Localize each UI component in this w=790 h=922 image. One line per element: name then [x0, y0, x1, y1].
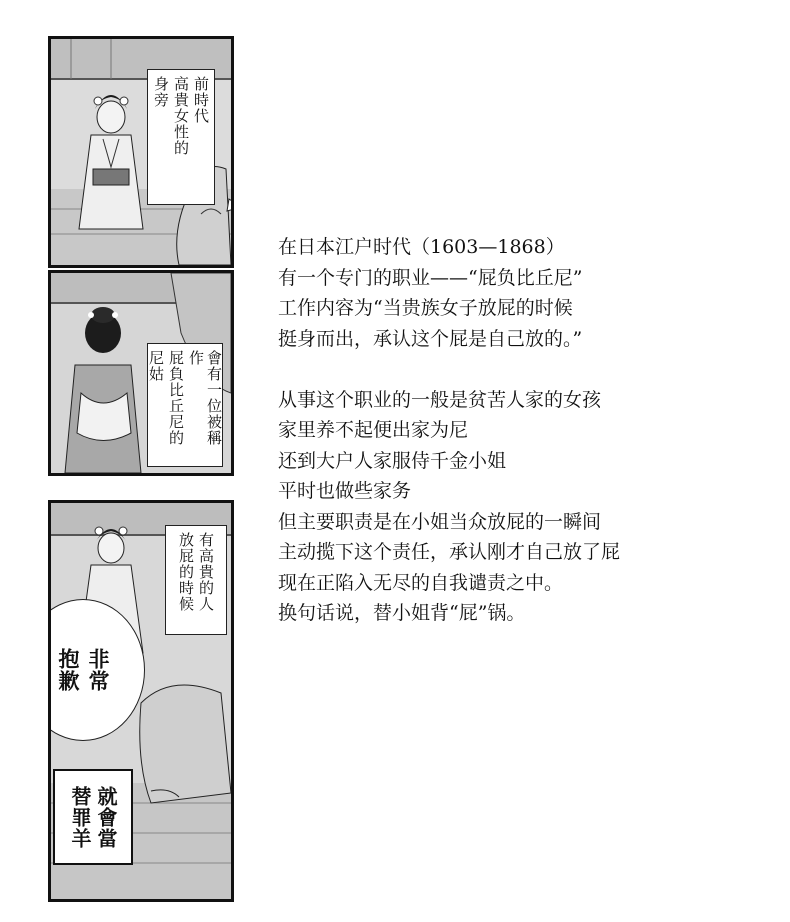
bubble-text-col-2: 屁負比丘尼的 — [167, 350, 185, 446]
apology-text-col-2: 抱歉 — [56, 648, 80, 692]
text-line: 工作内容为“当贵族女子放屁的时候 — [278, 297, 573, 319]
text-line: 挺身而出，承认这个屁是自己放的。” — [278, 327, 583, 350]
paragraph-gap — [278, 354, 778, 385]
text-line: 家里养不起便出家为尼 — [278, 419, 469, 441]
caption-box — [53, 769, 133, 865]
manga-panel-1 — [48, 36, 234, 268]
narration-bubble — [165, 525, 227, 635]
bubble-text-col-1: 會有一位被稱作 — [187, 350, 223, 446]
bubble-text-col-3: 尼姑 — [147, 350, 165, 382]
text-line: 从事这个职业的一般是贫苦人家的女孩 — [278, 388, 602, 411]
text-line: 主动揽下这个责任，承认刚才自己放了屁 — [278, 541, 621, 563]
text-line: 但主要职责是在小姐当众放屁的一瞬间 — [278, 510, 602, 533]
bubble-text-col-2: 放屁的時候 — [177, 532, 195, 612]
text-line: 平时也做些家务 — [278, 480, 412, 502]
bubble-text-col-3: 身旁 — [152, 76, 170, 108]
text-line: 还到大户人家服侍千金小姐 — [278, 449, 507, 472]
caption-text-col-1: 就會當 — [94, 785, 118, 849]
explanation-text — [278, 232, 778, 629]
apology-text-col-1: 非常 — [86, 648, 110, 692]
text-line: 有一个专门的职业——“屁负比丘尼” — [278, 266, 583, 289]
text-line: 现在正陷入无尽的自我谴责之中。 — [278, 571, 564, 594]
narration-bubble — [147, 343, 223, 467]
bubble-text-col-1: 前時代 — [192, 76, 210, 124]
manga-panel-3 — [48, 500, 234, 902]
bubble-text-col-1: 有高貴的人 — [197, 532, 215, 612]
text-line: 在日本江户时代（1603—1868） — [278, 236, 565, 258]
narration-bubble — [147, 69, 215, 205]
manga-panel-2 — [48, 270, 234, 476]
text-line: 换句话说，替小姐背“屁”锅。 — [278, 602, 526, 624]
caption-text-col-2: 替罪羊 — [68, 785, 92, 849]
bubble-text-col-2: 高貴女性的 — [172, 76, 190, 156]
